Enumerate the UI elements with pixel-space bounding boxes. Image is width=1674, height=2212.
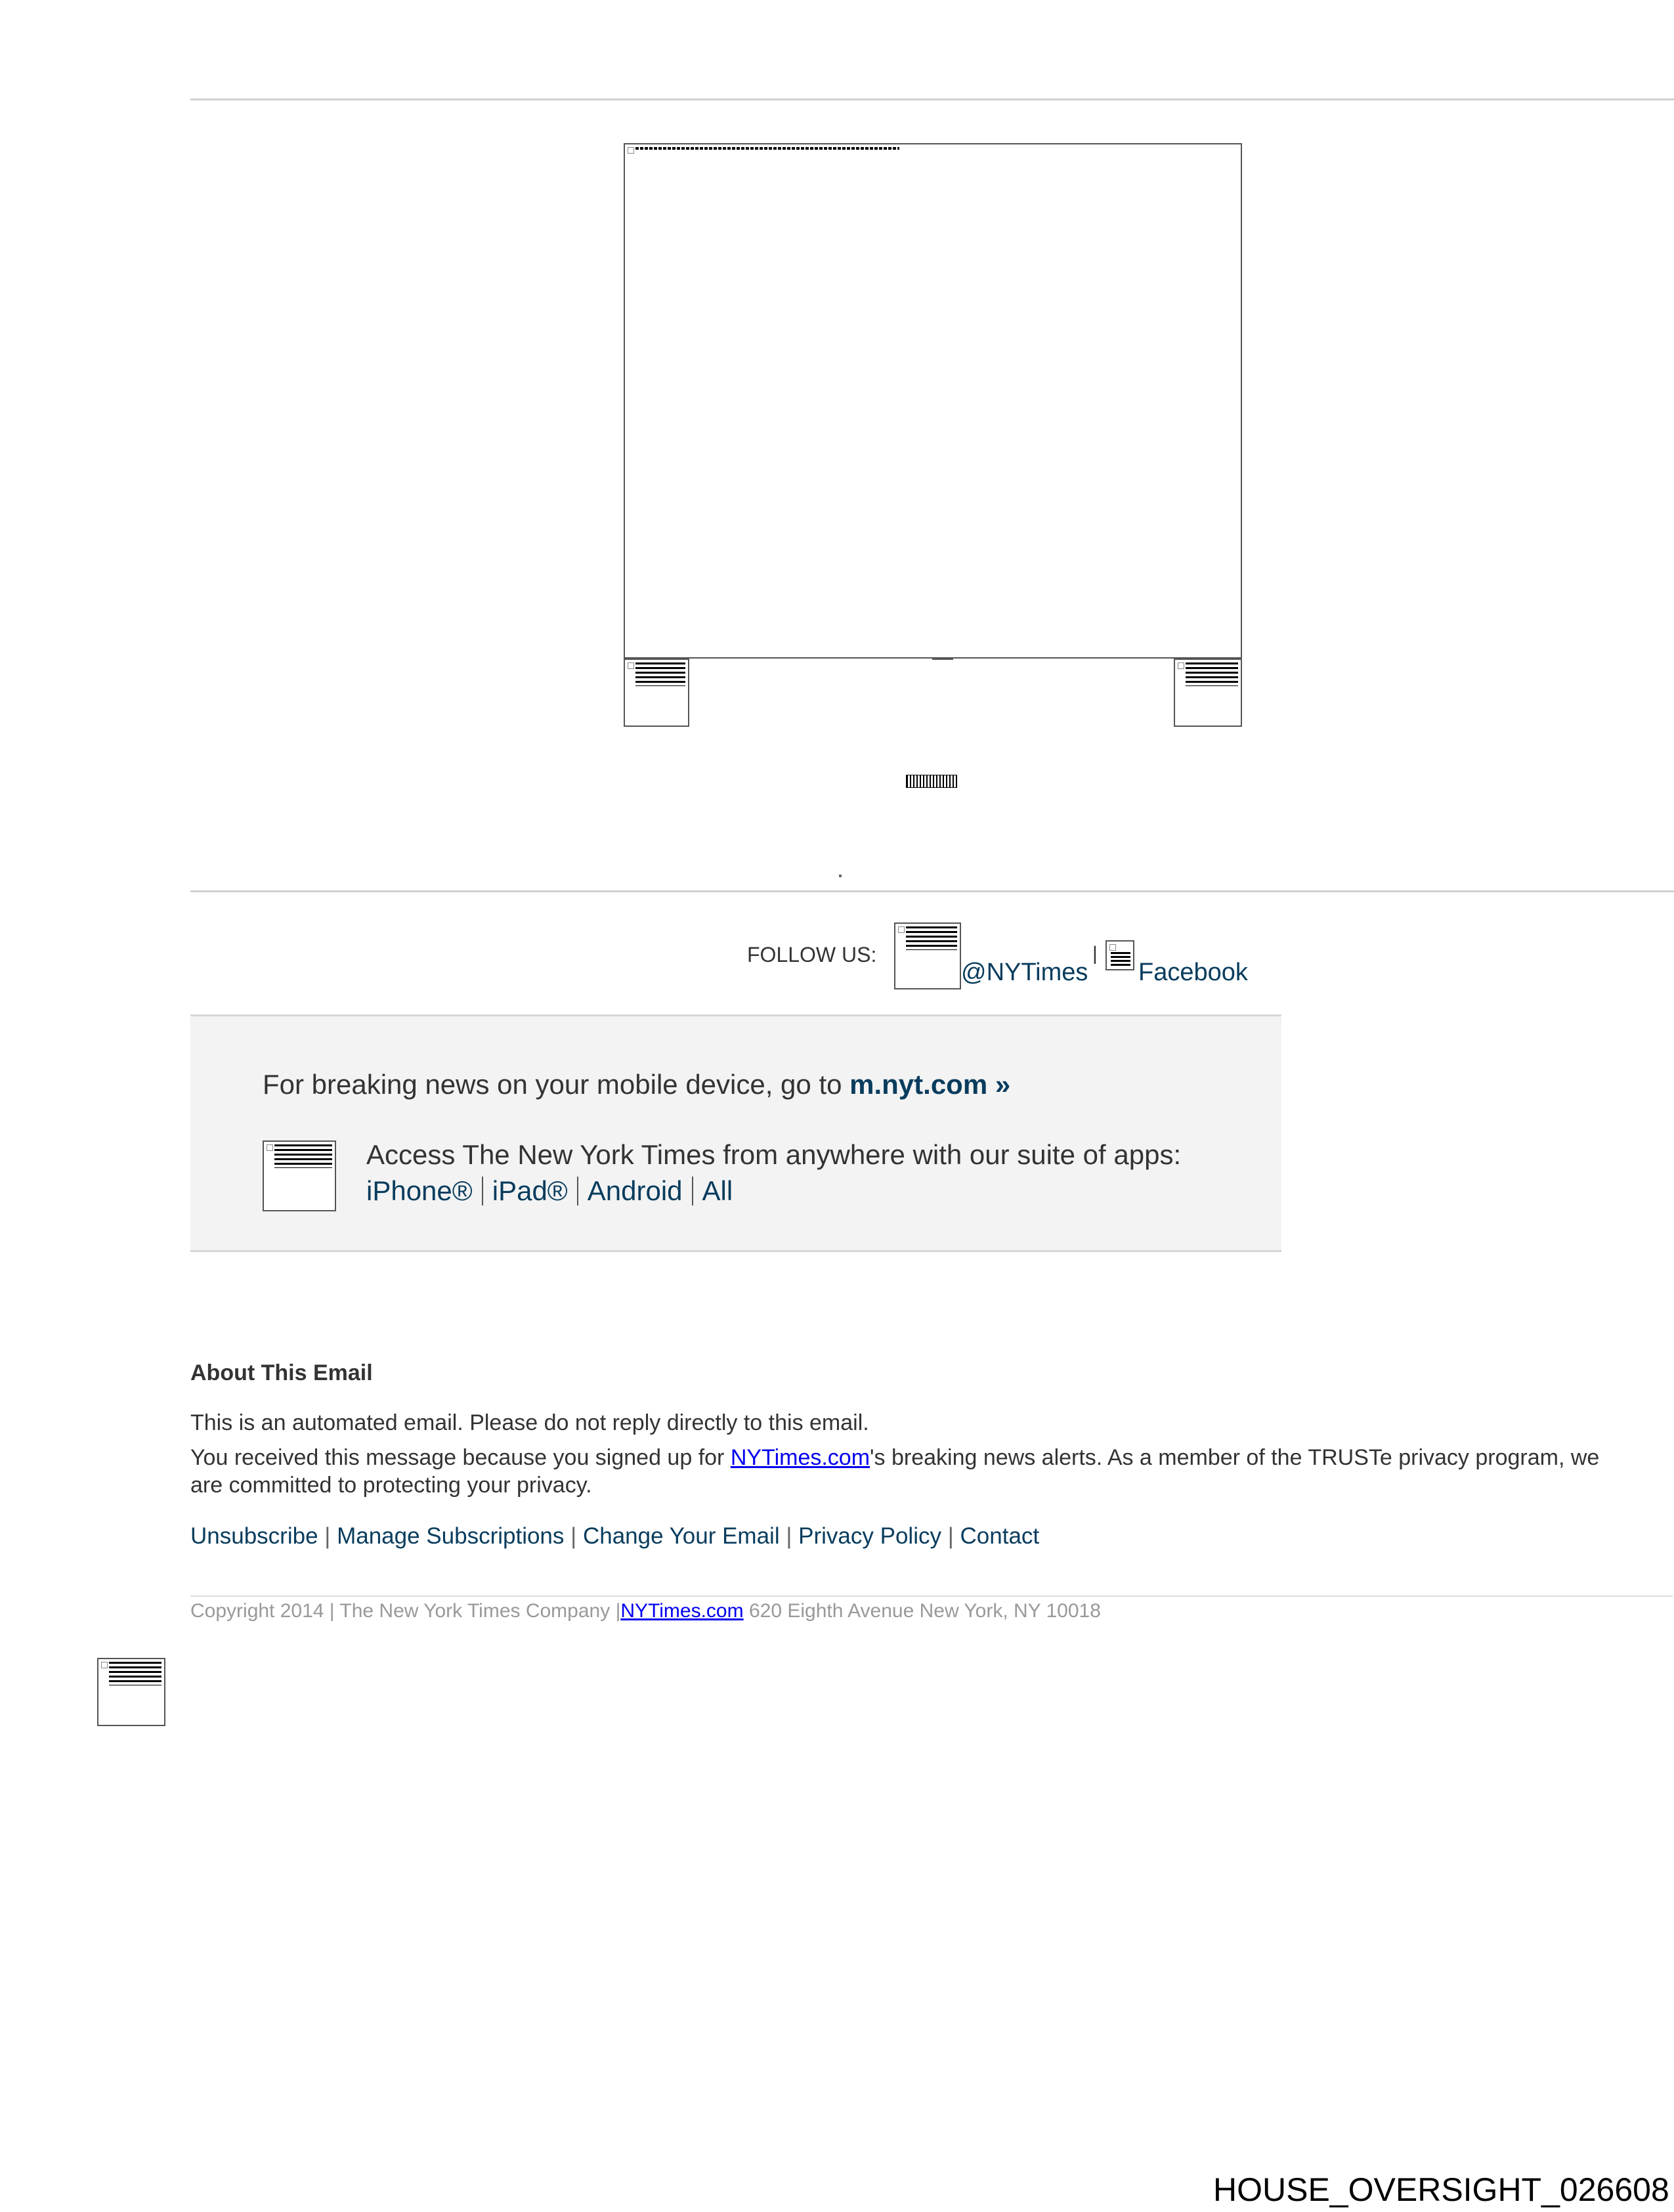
broken-image-caption [274,1144,332,1168]
follow-us-label: FOLLOW US: [747,943,877,966]
app-separator [482,1177,483,1205]
app-link-android[interactable]: Android [587,1175,683,1206]
facebook-icon[interactable] [1105,940,1134,970]
footer-separator: | [779,1523,799,1549]
middle-divider [190,890,1674,892]
frame-bottom-tick [932,658,953,660]
about-line-2 [190,1445,1599,1471]
app-link-iphone[interactable]: iPhone® [366,1175,473,1206]
broken-image-icon [101,1662,108,1668]
apps-icon [263,1140,336,1211]
top-divider [190,98,1674,100]
about-heading: About This Email [190,1360,373,1385]
broken-image-icon [1109,944,1116,951]
broken-image-icon [628,147,634,154]
follow-separator: | [1092,943,1098,965]
broken-image-icon [1178,662,1184,669]
copyright-address: 620 Eighth Avenue New York, NY 10018 [743,1600,1101,1622]
nytimes-link[interactable]: NYTimes.com [730,1445,870,1470]
about-line-2-suffix: 's breaking news alerts. As a member of the TRUSTe privacy program, we [870,1445,1600,1470]
twitter-link[interactable]: @NYTimes [961,959,1088,986]
about-line-1: This is an automated email. Please do not reply directly to this email. [190,1410,869,1435]
broken-image-caption [109,1662,161,1685]
app-link-ipad[interactable]: iPad® [492,1175,568,1206]
broken-image-icon [267,1144,273,1151]
mobile-breaking-line [263,1069,1010,1100]
left-thumb-placeholder [624,659,689,727]
copyright-nytimes-link[interactable]: NYTimes.com [620,1600,744,1622]
mobile-breaking-text: For breaking news on your mobile device, go to [263,1069,850,1100]
about-line-2-prefix: You received this message because you signed up for [190,1445,731,1470]
broken-image-caption [906,926,957,950]
unsubscribe-link[interactable]: Unsubscribe [190,1523,318,1549]
bates-number: HOUSE_OVERSIGHT_026608 [1213,2171,1669,2208]
apps-links [366,1175,733,1207]
footer-separator: | [318,1523,337,1549]
app-separator [577,1177,578,1205]
broken-image-icon [628,662,634,669]
about-line-3: are committed to protecting your privacy. [190,1473,592,1498]
copyright-line [190,1600,1101,1622]
mobile-apps-panel [190,1014,1281,1252]
barcode-image [906,775,957,788]
footer-separator: | [564,1523,583,1549]
footer-separator: | [941,1523,960,1549]
broken-image-caption [635,662,685,686]
stray-dot [839,875,842,877]
broken-image-caption [635,147,899,150]
apps-intro: Access The New York Times from anywhere with our suite of apps: [366,1139,1182,1170]
footer-links [190,1523,1039,1550]
app-separator [692,1177,693,1205]
facebook-link[interactable]: Facebook [1138,959,1248,986]
mobile-site-link[interactable]: m.nyt.com » [849,1069,1011,1100]
manage-subscriptions-link[interactable]: Manage Subscriptions [337,1523,565,1549]
copyright-text: Copyright 2014 | The New York Times Company | [190,1600,621,1622]
contact-link[interactable]: Contact [960,1523,1040,1549]
broken-image-caption [1186,662,1238,686]
footer-divider [190,1595,1673,1597]
privacy-policy-link[interactable]: Privacy Policy [798,1523,941,1549]
change-email-link[interactable]: Change Your Email [582,1523,780,1549]
broken-image-icon [898,926,905,933]
right-thumb-placeholder [1174,659,1242,727]
app-link-all[interactable]: All [702,1175,733,1206]
twitter-icon[interactable] [894,922,961,989]
tracking-image-placeholder [97,1658,165,1726]
main-image-placeholder [624,143,1242,659]
broken-image-caption [1111,952,1130,968]
